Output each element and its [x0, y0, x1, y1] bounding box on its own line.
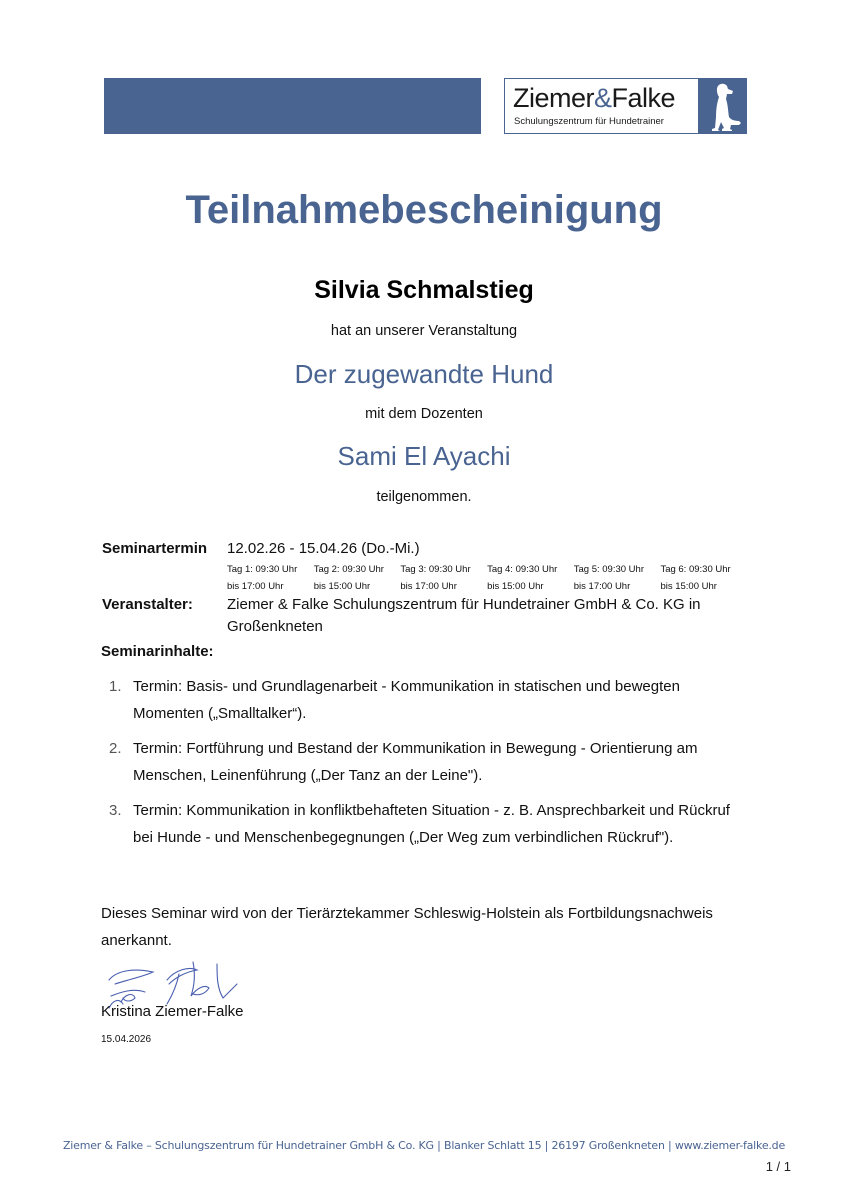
participant-name: Silvia Schmalstieg — [314, 276, 534, 304]
lecturer-name: Sami El Ayachi — [337, 441, 511, 471]
day-schedule: Tag 3: 09:30 Uhr bis 17:00 Uhr — [400, 564, 471, 592]
day-schedule: Tag 4: 09:30 Uhr bis 15:00 Uhr — [487, 564, 558, 592]
day-schedule: Tag 1: 09:30 Uhr bis 17:00 Uhr — [227, 564, 298, 592]
organizer-label: Veranstalter: — [102, 596, 193, 613]
day-schedule: Tag 6: 09:30 Uhr bis 15:00 Uhr — [660, 564, 731, 592]
brand-logo — [504, 78, 747, 134]
page-indicator: 1 / 1 — [765, 1159, 791, 1174]
list-item: 3. Termin: Kommunikation in konfliktbehafteten Situation - z. B. Ansprechbarkeit und Rückruf bei Hunde - und Menschenbegegnungen („Der Weg zum verbindlichen Rückruf"). — [109, 802, 730, 846]
event-name: Der zugewandte Hund — [294, 359, 554, 389]
seminar-date-value: 12.02.26 - 15.04.26 (Do.-Mi.) — [227, 540, 420, 557]
seminar-date-label: Seminartermin — [102, 540, 208, 557]
signer-name: Kristina Ziemer-Falke — [101, 1003, 244, 1020]
event-intro-text: hat an unserer Veranstaltung — [330, 323, 518, 339]
footer-address: Ziemer & Falke – Schulungszentrum für Hundetrainer GmbH & Co. KG | Blanker Schlatt 15 | 26197 Großenkneten | www.ziemer-falke.de — [62, 1139, 786, 1152]
closing-text: teilgenommen. — [376, 489, 472, 505]
accreditation-note: Dieses Seminar wird von der Tierärztekammer Schleswig-Holstein als Fortbildungsnachweis anerkannt. — [101, 905, 713, 949]
seminar-days — [227, 561, 747, 595]
organizer-value: Ziemer & Falke Schulungszentrum für Hundetrainer GmbH & Co. KG in Großenkneten — [227, 596, 701, 635]
list-item: 2. Termin: Fortführung und Bestand der Kommunikation in Bewegung - Orientierung am Menschen, Leinenführung („Der Tanz an der Leine"). — [109, 740, 698, 784]
header-color-band — [104, 78, 481, 134]
dog-silhouette-icon — [698, 79, 746, 133]
seminar-contents-list — [109, 673, 749, 859]
lecturer-intro-text: mit dem Dozenten — [365, 406, 483, 422]
brand-name: Ziemer&Falke — [513, 83, 676, 113]
day-schedule: Tag 2: 09:30 Uhr bis 15:00 Uhr — [313, 564, 384, 592]
signature-date: 15.04.2026 — [101, 1034, 152, 1045]
brand-subtitle: Schulungszentrum für Hundetrainer — [514, 116, 664, 127]
seminar-contents-heading: Seminarinhalte: — [101, 643, 214, 660]
certificate-title: Teilnahmebescheinigung — [185, 188, 663, 232]
day-schedule: Tag 5: 09:30 Uhr bis 17:00 Uhr — [573, 564, 644, 592]
list-item: 1. Termin: Basis- und Grundlagenarbeit - Kommunikation in statischen und bewegten Momenten („Smalltalker“). — [109, 678, 680, 722]
